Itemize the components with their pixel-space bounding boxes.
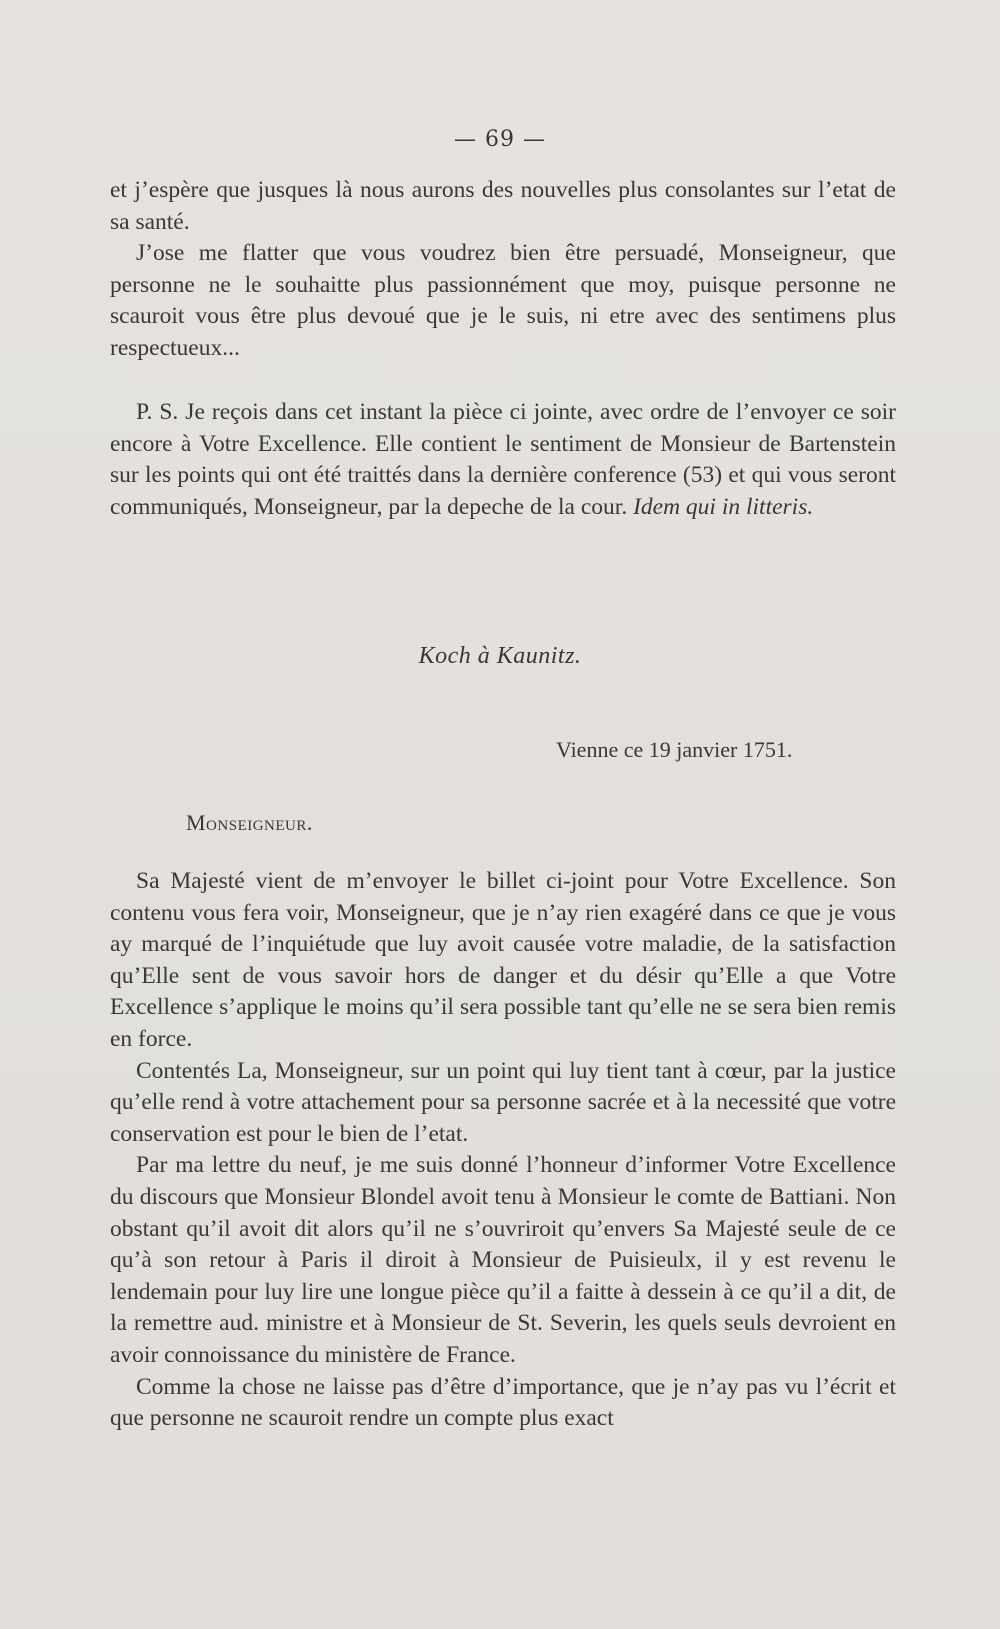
paragraph: J’ose me flatter que vous voudrez bien être persuadé, Monseigneur, que personne ne le souhaitte plus passionnément que moy, puisque personne ne scauroit vous être plus devoué que je le suis, ni etre avec des sentimens plus respectueux... xyxy=(110,240,896,361)
postscript xyxy=(110,397,896,523)
letter-salutation: Monseigneur. xyxy=(186,810,313,835)
postscript-closing: Idem qui in litteris. xyxy=(633,493,814,520)
letter-body xyxy=(110,866,896,1435)
letter-heading: Koch à Kaunitz. xyxy=(418,643,582,669)
postscript-paragraph xyxy=(110,397,896,523)
paragraph: Par ma lettre du neuf, je me suis donné l’honneur d’informer Votre Excellence du discours que Monsieur Blondel avoit tenu à Monsieur le comte de Battiani. Non obstant qu’il avoit dit alors qu’il ne s’ouvriroit qu’envers Sa Majesté seule de ce qu’à son retour à Paris il diroit à Monsieur de Puisieulx, il y est revenu le lendemain pour luy lire une longue pièce qu’il a faitte à dessein à ce qu’il a dit, de la remettre aud. ministre et à Monsieur de St. Severin, les quels seuls devroient en avoir connoissance du ministère de France. xyxy=(110,1152,896,1368)
letter-dateline: Vienne ce 19 janvier 1751. xyxy=(556,737,793,762)
page-number: — 69 — xyxy=(454,127,546,152)
paragraph: Contentés La, Monseigneur, sur un point qui luy tient tant à cœur, par la justice qu’elle rend à votre attachement pour sa personne sacrée et à la necessité que votre conservation est pour le bien de l’etat. xyxy=(110,1057,896,1147)
paragraph: et j’espère que jusques là nous aurons des nouvelles plus consolantes sur l’etat de sa santé. xyxy=(110,177,896,235)
paragraph: Comme la chose ne laisse pas d’être d’importance, que je n’ay pas vu l’écrit et que personne ne scauroit rendre un compte plus exact xyxy=(110,1373,896,1432)
continuation-text xyxy=(110,175,896,365)
paragraph: Sa Majesté vient de m’envoyer le billet ci-joint pour Votre Excellence. Son contenu vous fera voir, Monseigneur, que je n’ay rien exagéré dans ce que je vous ay marqué de l’inquiétude que luy avoit causée votre maladie, de la satisfaction qu’Elle sent de vous savoir hors de danger et du désir qu’Elle a que Votre Excellence s’applique le moins qu’il sera possible tant qu’elle ne se sera bien remis en force. xyxy=(110,868,896,1052)
postscript-text: P. S. Je reçois dans cet instant la pièce ci jointe, avec ordre de l’envoyer ce soir encore à Votre Excellence. Elle contient le sentiment de Monsieur de Bartenstein sur les points qui ont été traittés dans la dernière conference (53) et qui vous seront communiqués, Monseigneur, par la depeche de la cour. xyxy=(110,399,896,520)
